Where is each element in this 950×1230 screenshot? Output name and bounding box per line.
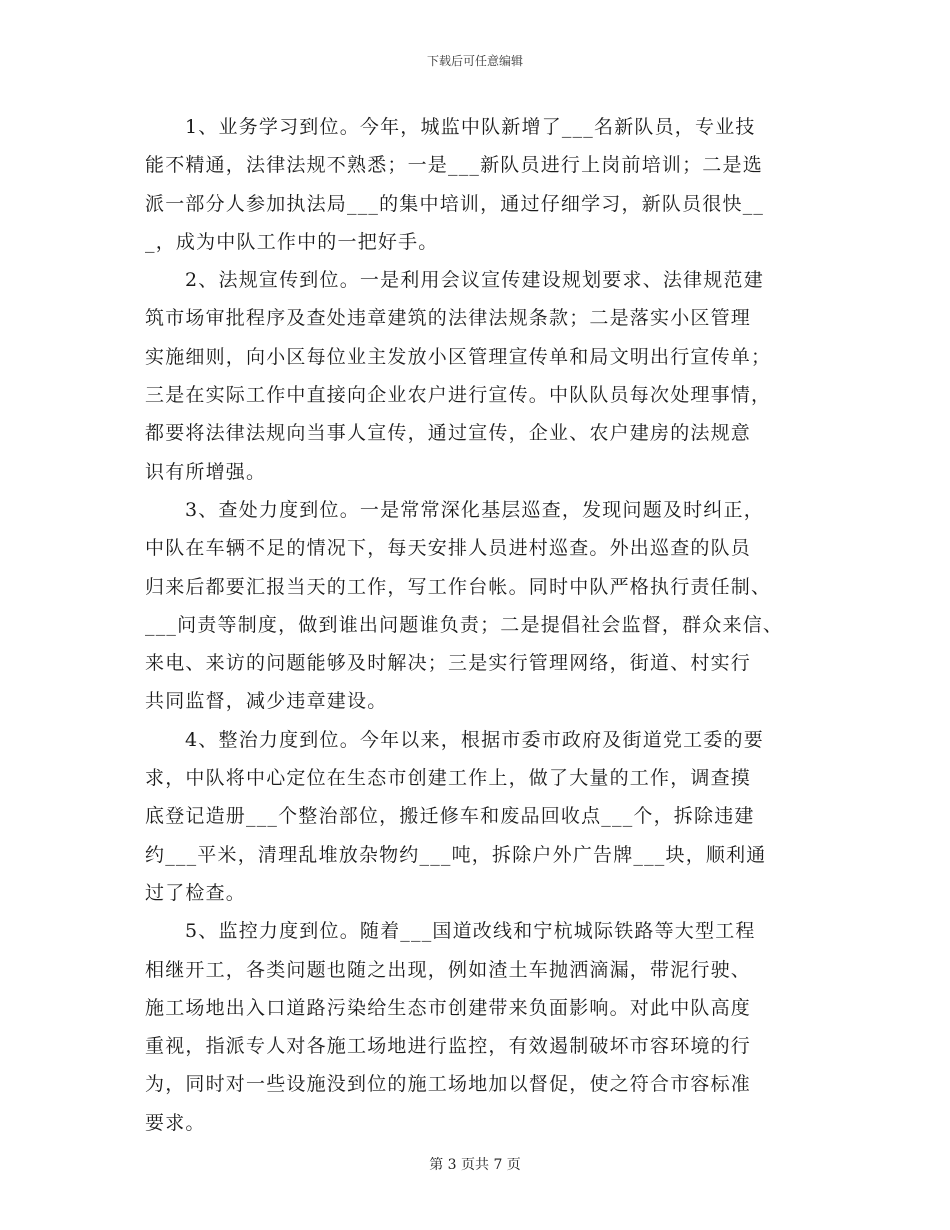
page-number: 第 3 页共 7 页 (429, 1157, 521, 1173)
paragraph-2 (145, 261, 825, 491)
paragraph-line: 来电、来访的问题能够及时解决；三是实行管理网络，街道、村实行 (145, 652, 752, 675)
paragraph-5 (145, 912, 825, 1142)
paragraph-line: 识有所增强。 (145, 460, 267, 483)
paragraph-line: 能不精通，法律法规不熟悉；一是___新队员进行上岗前培训；二是选 (145, 154, 763, 177)
paragraph-line: 相继开工，各类问题也随之出现，例如渣土车抛洒滴漏，带泥行驶、 (145, 958, 752, 981)
paragraph-line: 归来后都要汇报当天的工作，写工作台帐。同时中队严格执行责任制、 (145, 575, 772, 598)
paragraph-line: 2、法规宣传到位。一是利用会议宣传建设规划要求、法律规范建 (185, 269, 764, 292)
paragraph-line: 底登记造册___个整治部位，搬迁修车和废品回收点___个，拆除违建 (145, 805, 755, 828)
document-body (145, 108, 825, 1142)
paragraph-line: 过了检查。 (145, 881, 247, 904)
paragraph-line: 1、业务学习到位。今年，城监中队新增了___名新队员，专业技 (185, 116, 756, 138)
paragraph-line: 都要将法律法规向当事人宣传，通过宣传，企业、农户建房的法规意 (145, 422, 752, 445)
paragraph-line: _，成为中队工作中的一把好手。 (145, 230, 439, 253)
paragraph-line: 施工场地出入口道路污染给生态市创建带来负面影响。对此中队高度 (145, 996, 752, 1019)
paragraph-line: ___问责等制度，做到谁出问题谁负责；二是提倡社会监督，群众来信、 (145, 613, 784, 636)
paragraph-line: 5、监控力度到位。随着___国道改线和宁杭城际铁路等大型工程 (185, 920, 756, 943)
paragraph-1 (145, 108, 825, 261)
paragraph-line: 实施细则，向小区每位业主发放小区管理宣传单和局文明出行宣传单； (145, 345, 772, 368)
paragraph-line: 约___平米，清理乱堆放杂物约___吨，拆除户外广告牌___块，顺利通 (145, 843, 767, 866)
paragraph-line: 求，中队将中心定位在生态市创建工作上，做了大量的工作，调查摸 (145, 767, 752, 790)
page-header: 下载后可任意编辑 (426, 54, 523, 68)
paragraph-line: 4、整治力度到位。今年以来，根据市委市政府及街道党工委的要 (185, 728, 764, 751)
paragraph-line: 中队在车辆不足的情况下，每天安排人员进村巡查。外出巡查的队员 (145, 537, 752, 560)
paragraph-line: 筑市场审批程序及查处违章建筑的法律法规条款；二是落实小区管理 (145, 307, 752, 330)
paragraph-line: 为，同时对一些设施没到位的施工场地加以督促，使之符合市容标准 (145, 1073, 752, 1096)
paragraph-line: 重视，指派专人对各施工场地进行监控，有效遏制破坏市容环境的行 (145, 1035, 752, 1058)
paragraph-line: 三是在实际工作中直接向企业农户进行宣传。中队队员每次处理事情， (145, 384, 772, 407)
paragraph-line: 3、查处力度到位。一是常常深化基层巡查，发现问题及时纠正， (185, 498, 764, 521)
paragraph-line: 要求。 (145, 1111, 206, 1134)
paragraph-line: 派一部分人参加执法局___的集中培训，通过仔细学习，新队员很快__ (145, 192, 765, 215)
paragraph-3 (145, 491, 825, 721)
paragraph-4 (145, 721, 825, 912)
paragraph-line: 共同监督，减少违章建设。 (145, 690, 388, 713)
